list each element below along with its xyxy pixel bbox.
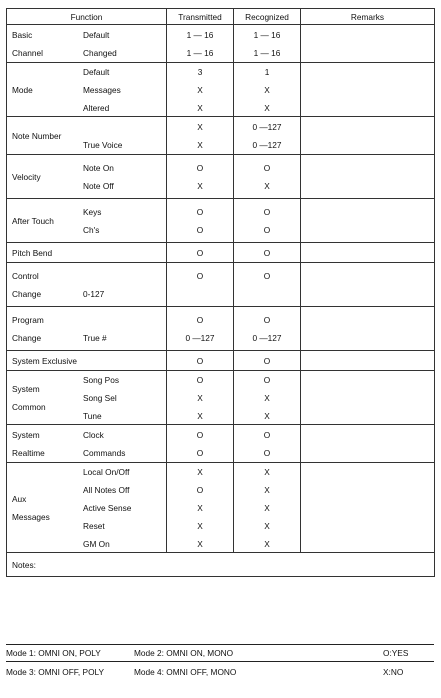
remarks-cell — [301, 263, 435, 307]
recognized-cell — [234, 25, 301, 63]
transmitted-value: X — [197, 103, 203, 113]
mode-4: Mode 4: OMNI OFF, MONO — [134, 667, 237, 677]
transmitted-value: O — [196, 448, 204, 458]
recognized-cell — [234, 63, 301, 117]
transmitted-value: X — [197, 181, 203, 191]
function-label: Program — [12, 315, 44, 325]
recognized-cell — [234, 351, 301, 371]
transmitted-cell — [167, 371, 234, 425]
sub-function-label: Clock — [83, 430, 104, 440]
row-note-number — [7, 117, 435, 155]
sub-function-label: Local On/Off — [83, 467, 130, 477]
function-cell — [7, 425, 167, 463]
transmitted-cell — [167, 263, 234, 307]
sub-function-label: Messages — [83, 85, 121, 95]
function-label: Realtime — [12, 448, 45, 458]
function-header: Function — [7, 9, 167, 25]
recognized-cell — [234, 307, 301, 351]
remarks-cell — [301, 425, 435, 463]
sub-function-label: GM On — [83, 539, 110, 549]
transmitted-cell — [167, 63, 234, 117]
recognized-value: X — [264, 485, 270, 495]
remarks-cell — [301, 25, 435, 63]
row-program-change — [7, 307, 435, 351]
function-cell — [7, 243, 167, 263]
row-pitch-bend — [7, 243, 435, 263]
recognized-value: 1 — 16 — [253, 30, 281, 40]
remarks-cell — [301, 243, 435, 263]
recognized-cell — [234, 425, 301, 463]
transmitted-value: O — [196, 356, 204, 366]
implementation-table — [6, 8, 435, 577]
transmitted-value: 1 — 16 — [186, 30, 214, 40]
function-cell — [7, 263, 167, 307]
mode-3: Mode 3: OMNI OFF, POLY — [6, 667, 105, 677]
notes-label: Notes: — [7, 553, 435, 577]
row-velocity — [7, 155, 435, 199]
recognized-cell — [234, 263, 301, 307]
function-label: Change — [12, 289, 42, 299]
sub-function-label: Commands — [83, 448, 126, 458]
row-after-touch — [7, 199, 435, 243]
transmitted-value: O — [196, 225, 204, 235]
transmitted-cell — [167, 25, 234, 63]
mode-legend — [6, 644, 434, 694]
function-cell — [7, 307, 167, 351]
function-label: Mode — [12, 85, 33, 95]
recognized-value: X — [264, 467, 270, 477]
recognized-value: 0 —127 — [252, 140, 282, 150]
remarks-cell — [301, 155, 435, 199]
notes-row — [7, 553, 435, 577]
recognized-value: X — [264, 521, 270, 531]
sub-function-label: Note Off — [83, 181, 114, 191]
function-label: Velocity — [12, 172, 41, 182]
row-system-realtime — [7, 425, 435, 463]
sub-function-label: True # — [83, 333, 107, 343]
function-label: Basic — [12, 30, 33, 40]
transmitted-value: X — [197, 521, 203, 531]
sub-function-label: Ch's — [83, 225, 100, 235]
recognized-value: X — [264, 393, 270, 403]
row-system-common — [7, 371, 435, 425]
function-cell — [7, 199, 167, 243]
recognized-cell — [234, 243, 301, 263]
transmitted-value: O — [196, 315, 204, 325]
recognized-value: O — [263, 315, 271, 325]
function-cell — [7, 371, 167, 425]
recognized-value: O — [263, 448, 271, 458]
recognized-cell — [234, 371, 301, 425]
sub-function-label: Reset — [83, 521, 105, 531]
transmitted-value: X — [197, 393, 203, 403]
remarks-cell — [301, 199, 435, 243]
function-label: After Touch — [12, 216, 54, 226]
sub-function-label: Tune — [83, 411, 102, 421]
transmitted-cell — [167, 243, 234, 263]
sub-function-label: Keys — [83, 207, 102, 217]
transmitted-cell — [167, 199, 234, 243]
recognized-value: 0 —127 — [252, 333, 282, 343]
transmitted-cell — [167, 351, 234, 371]
function-cell — [7, 63, 167, 117]
recognized-cell — [234, 199, 301, 243]
function-cell — [7, 463, 167, 553]
sub-function-label: Active Sense — [83, 503, 132, 513]
remarks-cell — [301, 351, 435, 371]
transmitted-cell — [167, 463, 234, 553]
recognized-value: O — [263, 207, 271, 217]
sub-function-label: 0-127 — [83, 289, 105, 299]
function-label: System — [12, 430, 40, 440]
recognized-value: X — [264, 85, 270, 95]
remarks-cell — [301, 63, 435, 117]
function-label: Pitch Bend — [12, 248, 53, 258]
function-cell — [7, 155, 167, 199]
transmitted-value: X — [197, 411, 203, 421]
recognized-value: O — [263, 163, 271, 173]
transmitted-cell — [167, 117, 234, 155]
midi-implementation-chart — [6, 8, 434, 641]
legend-yes: O:YES — [383, 648, 409, 658]
function-label: System — [12, 384, 40, 394]
recognized-cell — [234, 463, 301, 553]
transmitted-value: O — [196, 485, 204, 495]
transmitted-cell — [167, 307, 234, 351]
recognized-value: O — [263, 430, 271, 440]
transmitted-value: X — [197, 122, 203, 132]
row-mode — [7, 63, 435, 117]
row-control-change — [7, 263, 435, 307]
footer-top-rule — [6, 644, 434, 645]
recognized-value: X — [264, 503, 270, 513]
row-basic-channel — [7, 25, 435, 63]
remarks-cell — [301, 371, 435, 425]
transmitted-value: X — [197, 140, 203, 150]
function-label: Channel — [12, 48, 43, 58]
function-label: Change — [12, 333, 42, 343]
recognized-cell — [234, 155, 301, 199]
function-label: Messages — [12, 512, 50, 522]
sub-function-label: All Notes Off — [83, 485, 130, 495]
sub-function-label: Changed — [83, 48, 117, 58]
transmitted-value: X — [197, 503, 203, 513]
recognized-value: 1 — [264, 67, 270, 77]
function-label: Common — [12, 402, 46, 412]
function-label: Aux — [12, 494, 27, 504]
transmitted-value: O — [196, 375, 204, 385]
recognized-value: 1 — 16 — [253, 48, 281, 58]
function-cell — [7, 351, 167, 371]
mode-2: Mode 2: OMNI ON, MONO — [134, 648, 234, 658]
transmitted-value: X — [197, 467, 203, 477]
row-system-exclusive — [7, 351, 435, 371]
recognized-value: O — [263, 225, 271, 235]
transmitted-value: 3 — [197, 67, 203, 77]
mode-1: Mode 1: OMNI ON, POLY — [6, 648, 101, 658]
function-label: Note Number — [12, 131, 62, 141]
sub-function-label: Default — [83, 67, 110, 77]
transmitted-value: O — [196, 207, 204, 217]
chart-body — [7, 25, 435, 553]
legend-no: X:NO — [383, 667, 404, 677]
recognized-cell — [234, 117, 301, 155]
sub-function-label: True Voice — [83, 140, 123, 150]
transmitted-value: X — [197, 85, 203, 95]
sub-function-label: Altered — [83, 103, 110, 113]
transmitted-cell — [167, 425, 234, 463]
function-label: Control — [12, 271, 39, 281]
function-cell — [7, 25, 167, 63]
recognized-value: O — [263, 271, 271, 281]
remarks-cell — [301, 463, 435, 553]
recognized-header: Recognized — [234, 9, 301, 25]
remarks-cell — [301, 117, 435, 155]
function-label: System Exclusive — [12, 356, 78, 366]
recognized-value: X — [264, 411, 270, 421]
recognized-value: X — [264, 181, 270, 191]
recognized-value: O — [263, 356, 271, 366]
sub-function-label: Song Sel — [83, 393, 117, 403]
row-aux-messages — [7, 463, 435, 553]
footer-mid-rule — [6, 661, 434, 662]
recognized-value: O — [263, 375, 271, 385]
transmitted-value: O — [196, 248, 204, 258]
transmitted-value: X — [197, 539, 203, 549]
transmitted-value: 1 — 16 — [186, 48, 214, 58]
sub-function-label: Default — [83, 30, 110, 40]
recognized-value: O — [263, 248, 271, 258]
header-row — [7, 9, 435, 25]
transmitted-value: O — [196, 163, 204, 173]
sub-function-label: Song Pos — [83, 375, 119, 385]
transmitted-value: O — [196, 430, 204, 440]
transmitted-header: Transmitted — [167, 9, 234, 25]
recognized-value: X — [264, 539, 270, 549]
transmitted-value: O — [196, 271, 204, 281]
function-cell — [7, 117, 167, 155]
recognized-value: X — [264, 103, 270, 113]
remarks-cell — [301, 307, 435, 351]
sub-function-label: Note On — [83, 163, 114, 173]
transmitted-value: 0 —127 — [185, 333, 215, 343]
remarks-header: Remarks — [301, 9, 435, 25]
recognized-value: 0 —127 — [252, 122, 282, 132]
transmitted-cell — [167, 155, 234, 199]
